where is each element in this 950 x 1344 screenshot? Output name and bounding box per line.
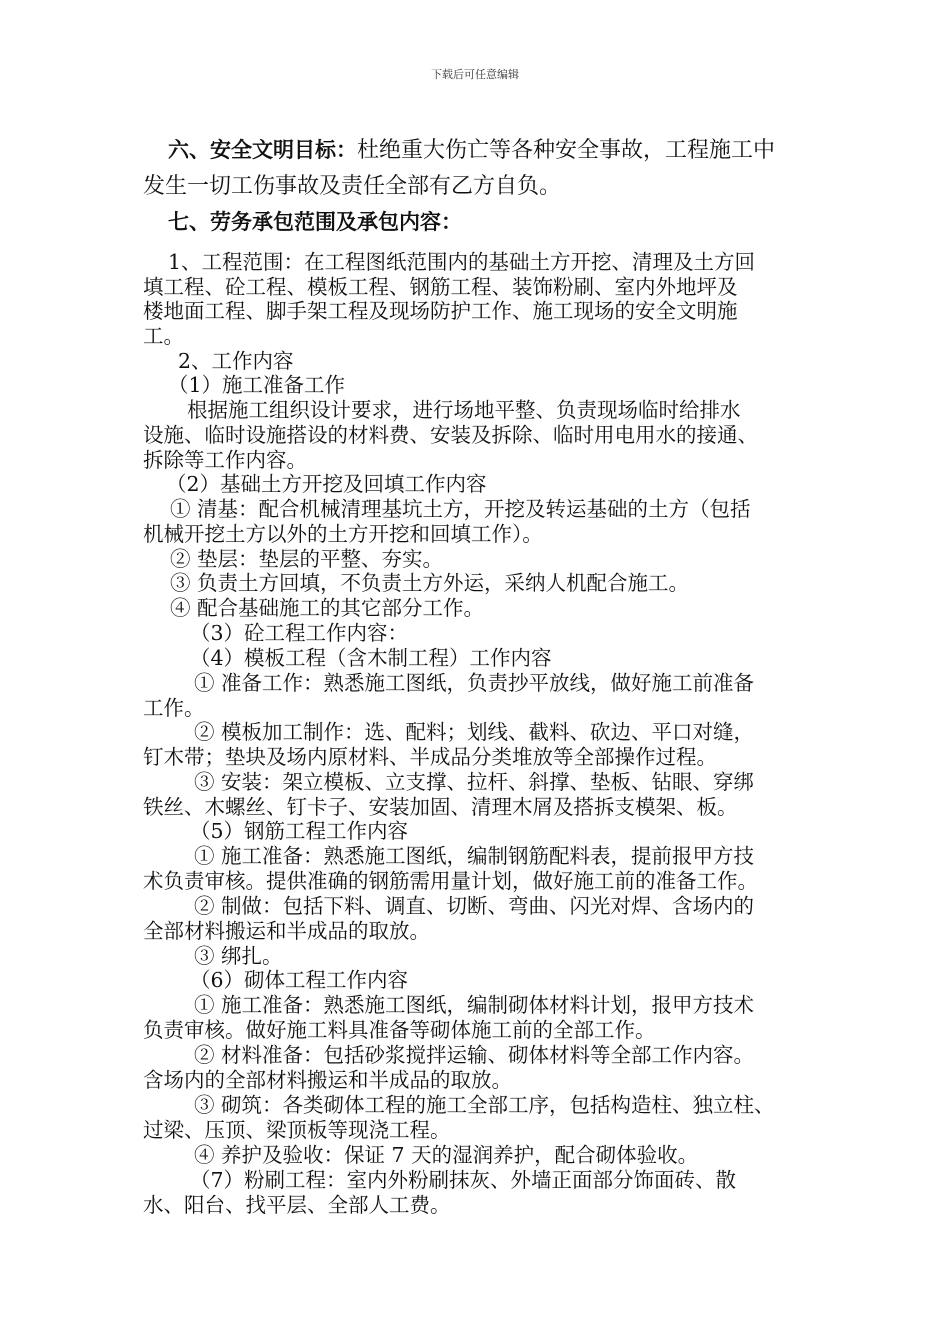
text-line: 2、工作内容 xyxy=(178,349,294,373)
text-line: 含场内的全部材料搬运和半成品的取放。 xyxy=(143,1068,512,1092)
text-line: （3）砼工程工作内容： xyxy=(190,621,409,645)
text-line: 过梁、压顶、梁顶板等现浇工程。 xyxy=(143,1118,451,1142)
text-line: ③ 负责土方回填，不负责土方外运，采纳人机配合施工。 xyxy=(170,571,690,595)
text-line: ② 材料准备：包括砂浆搅拌运输、砌体材料等全部工作内容。 xyxy=(194,1043,755,1067)
page-header: 下载后可任意编辑 xyxy=(431,68,519,81)
text-line: （2）基础土方开挖及回填工作内容 xyxy=(166,472,487,496)
text-line: ① 准备工作：熟悉施工图纸，负责抄平放线，做好施工前准备 xyxy=(194,671,755,695)
text-line: 全部材料搬运和半成品的取放。 xyxy=(143,919,430,943)
text-line: ④ 养护及验收：保证 7 天的湿润养护，配合砌体验收。 xyxy=(194,1143,699,1167)
text-line: 1、工程范围：在工程图纸范围内的基础土方开挖、清理及土方回 xyxy=(168,250,756,274)
text-line: 铁丝、木螺丝、钉卡子、安装加固、清理木屑及搭拆支模架、板。 xyxy=(143,795,738,819)
text-line: ① 清基：配合机械清理基坑土方，开挖及转运基础的土方（包括 xyxy=(170,497,751,521)
text-line: ① 施工准备：熟悉施工图纸，编制砌体材料计划，报甲方技术 xyxy=(194,993,755,1017)
text-line: 钉木带；垫块及场内原材料、半成品分类堆放等全部操作过程。 xyxy=(143,745,717,769)
text-line: 楼地面工程、脚手架工程及现场防护工作、施工现场的安全文明施 xyxy=(143,299,738,323)
text-line: （4）模板工程（含木制工程）工作内容 xyxy=(190,646,552,670)
text-line: 根据施工组织设计要求，进行场地平整、负责现场临时给排水 xyxy=(187,398,741,422)
text-line: 设施、临时设施搭设的材料费、安装及拆除、临时用电用水的接通、 xyxy=(143,423,758,447)
text-line: ① 施工准备：熟悉施工图纸，编制钢筋配料表，提前报甲方技 xyxy=(194,844,755,868)
section-6-line xyxy=(168,140,775,162)
section-6-text: 杜绝重大伤亡等各种安全事故，工程施工中 xyxy=(357,138,776,163)
text-line: 水、阳台、找平层、全部人工费。 xyxy=(143,1193,451,1217)
text-line: 负责审核。做好施工料具准备等砌体施工前的全部工作。 xyxy=(143,1018,656,1042)
text-line: ② 制做：包括下料、调直、切断、弯曲、闪光对焊、含场内的 xyxy=(194,894,755,918)
text-line: 工作。 xyxy=(143,696,205,720)
text-line: ③ 绑扎。 xyxy=(194,944,283,968)
text-line: 发生一切工伤事故及责任全部有乙方自负。 xyxy=(143,174,562,199)
text-line: 拆除等工作内容。 xyxy=(143,448,307,472)
text-line: ④ 配合基础施工的其它部分工作。 xyxy=(170,596,485,620)
text-line: 工。 xyxy=(143,324,184,348)
section-7-heading: 七、劳务承包范围及承包内容： xyxy=(168,210,462,234)
text-line: ③ 砌筑：各类砌体工程的施工全部工序，包括构造柱、独立柱、 xyxy=(194,1093,775,1117)
text-line: 机械开挖土方以外的土方开挖和回填工作）。 xyxy=(143,522,543,546)
text-line: （1）施工准备工作 xyxy=(168,373,346,397)
section-6-heading: 六、安全文明目标： xyxy=(168,138,357,162)
text-line: 填工程、砼工程、模板工程、钢筋工程、装饰粉刷、室内外地坪及 xyxy=(143,275,738,299)
text-line: （7）粉刷工程：室内外粉刷抹灰、外墙正面部分饰面砖、散 xyxy=(190,1168,737,1192)
text-line: ② 模板加工制作：选、配料；划线、截料、砍边、平口对缝， xyxy=(194,720,755,744)
text-line: （5）钢筋工程工作内容 xyxy=(190,819,409,843)
text-line: ② 垫层：垫层的平整、夯实。 xyxy=(170,547,444,571)
text-line: ③ 安装：架立模板、立支撑、拉杆、斜撑、垫板、钻眼、穿绑 xyxy=(194,770,755,794)
text-line: 术负责审核。提供准确的钢筋需用量计划，做好施工前的准备工作。 xyxy=(143,869,758,893)
text-line: （6）砌体工程工作内容 xyxy=(190,968,409,992)
